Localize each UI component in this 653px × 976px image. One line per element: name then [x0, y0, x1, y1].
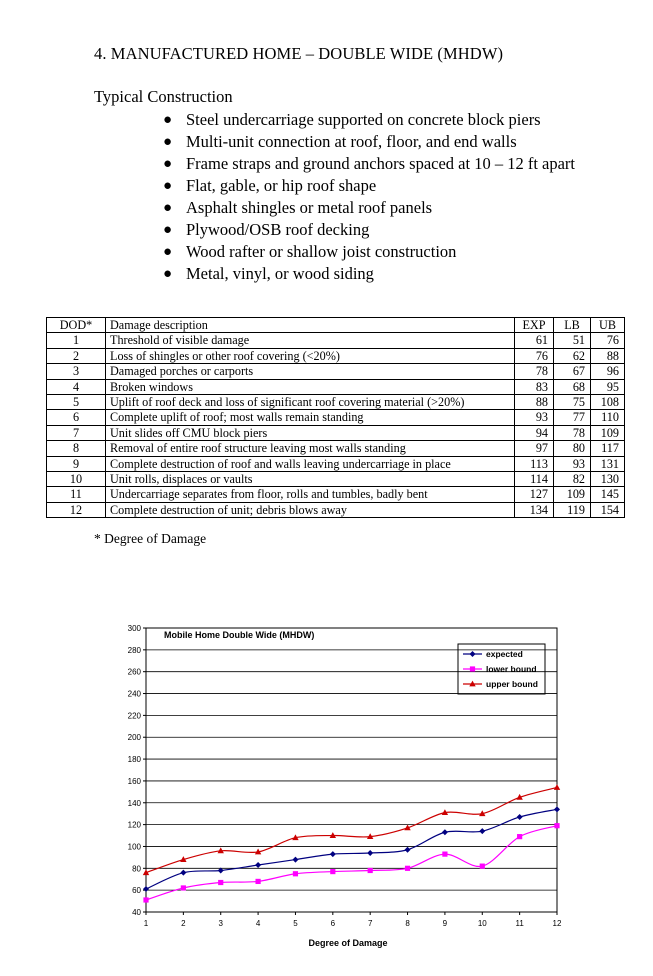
cell-ub: 110: [591, 410, 625, 425]
cell-exp: 78: [515, 364, 554, 379]
point-lower-bound: [554, 823, 559, 828]
x-tick-label: 4: [255, 919, 261, 928]
point-lower-bound: [330, 869, 335, 874]
cell-lb: 93: [554, 456, 591, 471]
x-tick-label: 12: [552, 919, 562, 928]
construction-item: ● Plywood/OSB roof decking: [163, 220, 370, 239]
point-lower-bound: [368, 868, 373, 873]
table-header-row: [47, 318, 625, 333]
bullet-icon: ●: [163, 244, 173, 260]
cell-description: Unit rolls, displaces or vaults: [106, 472, 515, 487]
y-tick-label: 280: [127, 645, 141, 655]
cell-description: Damaged porches or carports: [106, 364, 515, 379]
cell-dod: 12: [47, 502, 106, 517]
cell-dod: 4: [47, 379, 106, 394]
col-header-description: Damage description: [106, 318, 515, 333]
point-lower-bound: [293, 871, 298, 876]
y-tick-label: 120: [127, 820, 141, 830]
table-row: [47, 425, 625, 440]
legend-label-lower-bound: lower bound: [486, 664, 537, 674]
cell-exp: 97: [515, 441, 554, 456]
wind-speed-chart: [0, 600, 653, 970]
x-tick-label: 9: [442, 919, 448, 928]
x-tick-label: 11: [515, 919, 524, 928]
table-row: [47, 395, 625, 410]
cell-dod: 1: [47, 333, 106, 348]
cell-dod: 10: [47, 472, 106, 487]
cell-exp: 134: [515, 502, 554, 517]
bullet-icon: ●: [163, 178, 173, 194]
table-row: [47, 348, 625, 363]
cell-description: Complete uplift of roof; most walls remain standing: [106, 410, 515, 425]
table-row: [47, 379, 625, 394]
cell-description: Threshold of visible damage: [106, 333, 515, 348]
cell-description: Complete destruction of roof and walls leaving undercarriage in place: [106, 456, 515, 471]
bullet-icon: ●: [163, 200, 173, 216]
construction-item: ● Wood rafter or shallow joist construction: [163, 242, 457, 261]
cell-ub: 76: [591, 333, 625, 348]
construction-item: ● Metal, vinyl, or wood siding: [163, 264, 374, 283]
x-tick-label: 2: [181, 919, 186, 928]
cell-dod: 2: [47, 348, 106, 363]
damage-table: [46, 317, 625, 518]
y-tick-label: 220: [127, 711, 141, 721]
cell-lb: 80: [554, 441, 591, 456]
table-footnote: * Degree of Damage: [94, 531, 207, 546]
point-lower-bound: [143, 897, 148, 902]
cell-description: Broken windows: [106, 379, 515, 394]
cell-exp: 76: [515, 348, 554, 363]
legend-label-upper-bound: upper bound: [486, 679, 538, 689]
y-tick-label: 80: [132, 864, 141, 874]
cell-dod: 7: [47, 425, 106, 440]
section-heading: 4. MANUFACTURED HOME – DOUBLE WIDE (MHDW): [94, 44, 504, 63]
typical-construction-title: Typical Construction: [94, 87, 233, 106]
legend-label-expected: expected: [486, 649, 523, 659]
construction-item: ● Multi-unit connection at roof, floor, and end walls: [163, 132, 517, 151]
legend-marker-lower-bound: [470, 666, 475, 671]
col-header-dod: DOD*: [47, 318, 106, 333]
bullet-icon: ●: [163, 156, 173, 172]
cell-dod: 5: [47, 395, 106, 410]
cell-lb: 68: [554, 379, 591, 394]
cell-exp: 127: [515, 487, 554, 502]
cell-lb: 82: [554, 472, 591, 487]
y-tick-label: 160: [127, 776, 141, 786]
cell-lb: 109: [554, 487, 591, 502]
y-tick-label: 40: [132, 908, 141, 917]
y-tick-label: 300: [127, 624, 141, 633]
construction-item: ● Frame straps and ground anchors spaced at 10 – 12 ft apart: [163, 154, 576, 173]
cell-description: Undercarriage separates from floor, rolls and tumbles, badly bent: [106, 487, 515, 502]
cell-ub: 154: [591, 502, 625, 517]
col-header-lb: LB: [554, 318, 591, 333]
point-lower-bound: [181, 885, 186, 890]
y-tick-label: 260: [127, 667, 141, 677]
cell-exp: 93: [515, 410, 554, 425]
construction-item: ● Flat, gable, or hip roof shape: [163, 176, 377, 195]
construction-list: [160, 109, 575, 285]
point-lower-bound: [255, 879, 260, 884]
cell-exp: 94: [515, 425, 554, 440]
table-row: [47, 410, 625, 425]
cell-lb: 51: [554, 333, 591, 348]
cell-description: Complete destruction of unit; debris blows away: [106, 502, 515, 517]
table-row: [47, 472, 625, 487]
cell-dod: 9: [47, 456, 106, 471]
cell-lb: 119: [554, 502, 591, 517]
x-tick-label: 6: [330, 919, 336, 928]
point-lower-bound: [405, 866, 410, 871]
x-tick-label: 10: [477, 919, 487, 928]
cell-ub: 109: [591, 425, 625, 440]
col-header-exp: EXP: [515, 318, 554, 333]
cell-lb: 77: [554, 410, 591, 425]
cell-ub: 145: [591, 487, 625, 502]
cell-lb: 75: [554, 395, 591, 410]
cell-ub: 88: [591, 348, 625, 363]
cell-exp: 114: [515, 472, 554, 487]
y-tick-label: 60: [132, 886, 141, 896]
cell-description: Unit slides off CMU block piers: [106, 425, 515, 440]
bullet-icon: ●: [163, 112, 173, 128]
x-axis-label: Degree of Damage: [308, 938, 388, 948]
table-row: [47, 333, 625, 348]
cell-exp: 113: [515, 456, 554, 471]
table-row: [47, 441, 625, 456]
cell-ub: 117: [591, 441, 625, 456]
point-lower-bound: [480, 864, 485, 869]
y-tick-label: 100: [127, 842, 141, 852]
x-tick-label: 5: [293, 919, 298, 928]
col-header-ub: UB: [591, 318, 625, 333]
cell-description: Uplift of roof deck and loss of significant roof covering material (>20%): [106, 395, 515, 410]
table-row: [47, 456, 625, 471]
cell-ub: 130: [591, 472, 625, 487]
chart-title: Mobile Home Double Wide (MHDW): [164, 630, 315, 640]
cell-exp: 61: [515, 333, 554, 348]
bullet-icon: ●: [163, 134, 173, 150]
construction-item: ● Steel undercarriage supported on concrete block piers: [163, 110, 541, 129]
y-tick-label: 180: [127, 755, 141, 765]
cell-ub: 95: [591, 379, 625, 394]
x-tick-label: 8: [405, 919, 410, 928]
table-row: [47, 502, 625, 517]
y-tick-label: 240: [127, 689, 141, 699]
bullet-icon: ●: [163, 266, 173, 282]
cell-dod: 3: [47, 364, 106, 379]
cell-dod: 8: [47, 441, 106, 456]
construction-item: ● Asphalt shingles or metal roof panels: [163, 198, 433, 217]
cell-lb: 67: [554, 364, 591, 379]
y-tick-label: 200: [127, 733, 141, 743]
x-tick-label: 1: [143, 919, 149, 928]
cell-dod: 6: [47, 410, 106, 425]
x-tick-label: 7: [367, 919, 373, 928]
cell-ub: 96: [591, 364, 625, 379]
table-row: [47, 487, 625, 502]
cell-dod: 11: [47, 487, 106, 502]
cell-exp: 83: [515, 379, 554, 394]
point-lower-bound: [218, 880, 223, 885]
cell-lb: 62: [554, 348, 591, 363]
point-lower-bound: [442, 852, 447, 857]
cell-exp: 88: [515, 395, 554, 410]
bullet-icon: ●: [163, 222, 173, 238]
cell-ub: 108: [591, 395, 625, 410]
cell-ub: 131: [591, 456, 625, 471]
cell-description: Removal of entire roof structure leaving most walls standing: [106, 441, 515, 456]
cell-lb: 78: [554, 425, 591, 440]
y-tick-label: 140: [127, 798, 141, 808]
x-tick-label: 3: [218, 919, 223, 928]
cell-description: Loss of shingles or other roof covering (<20%): [106, 348, 515, 363]
point-lower-bound: [517, 834, 522, 839]
table-row: [47, 364, 625, 379]
